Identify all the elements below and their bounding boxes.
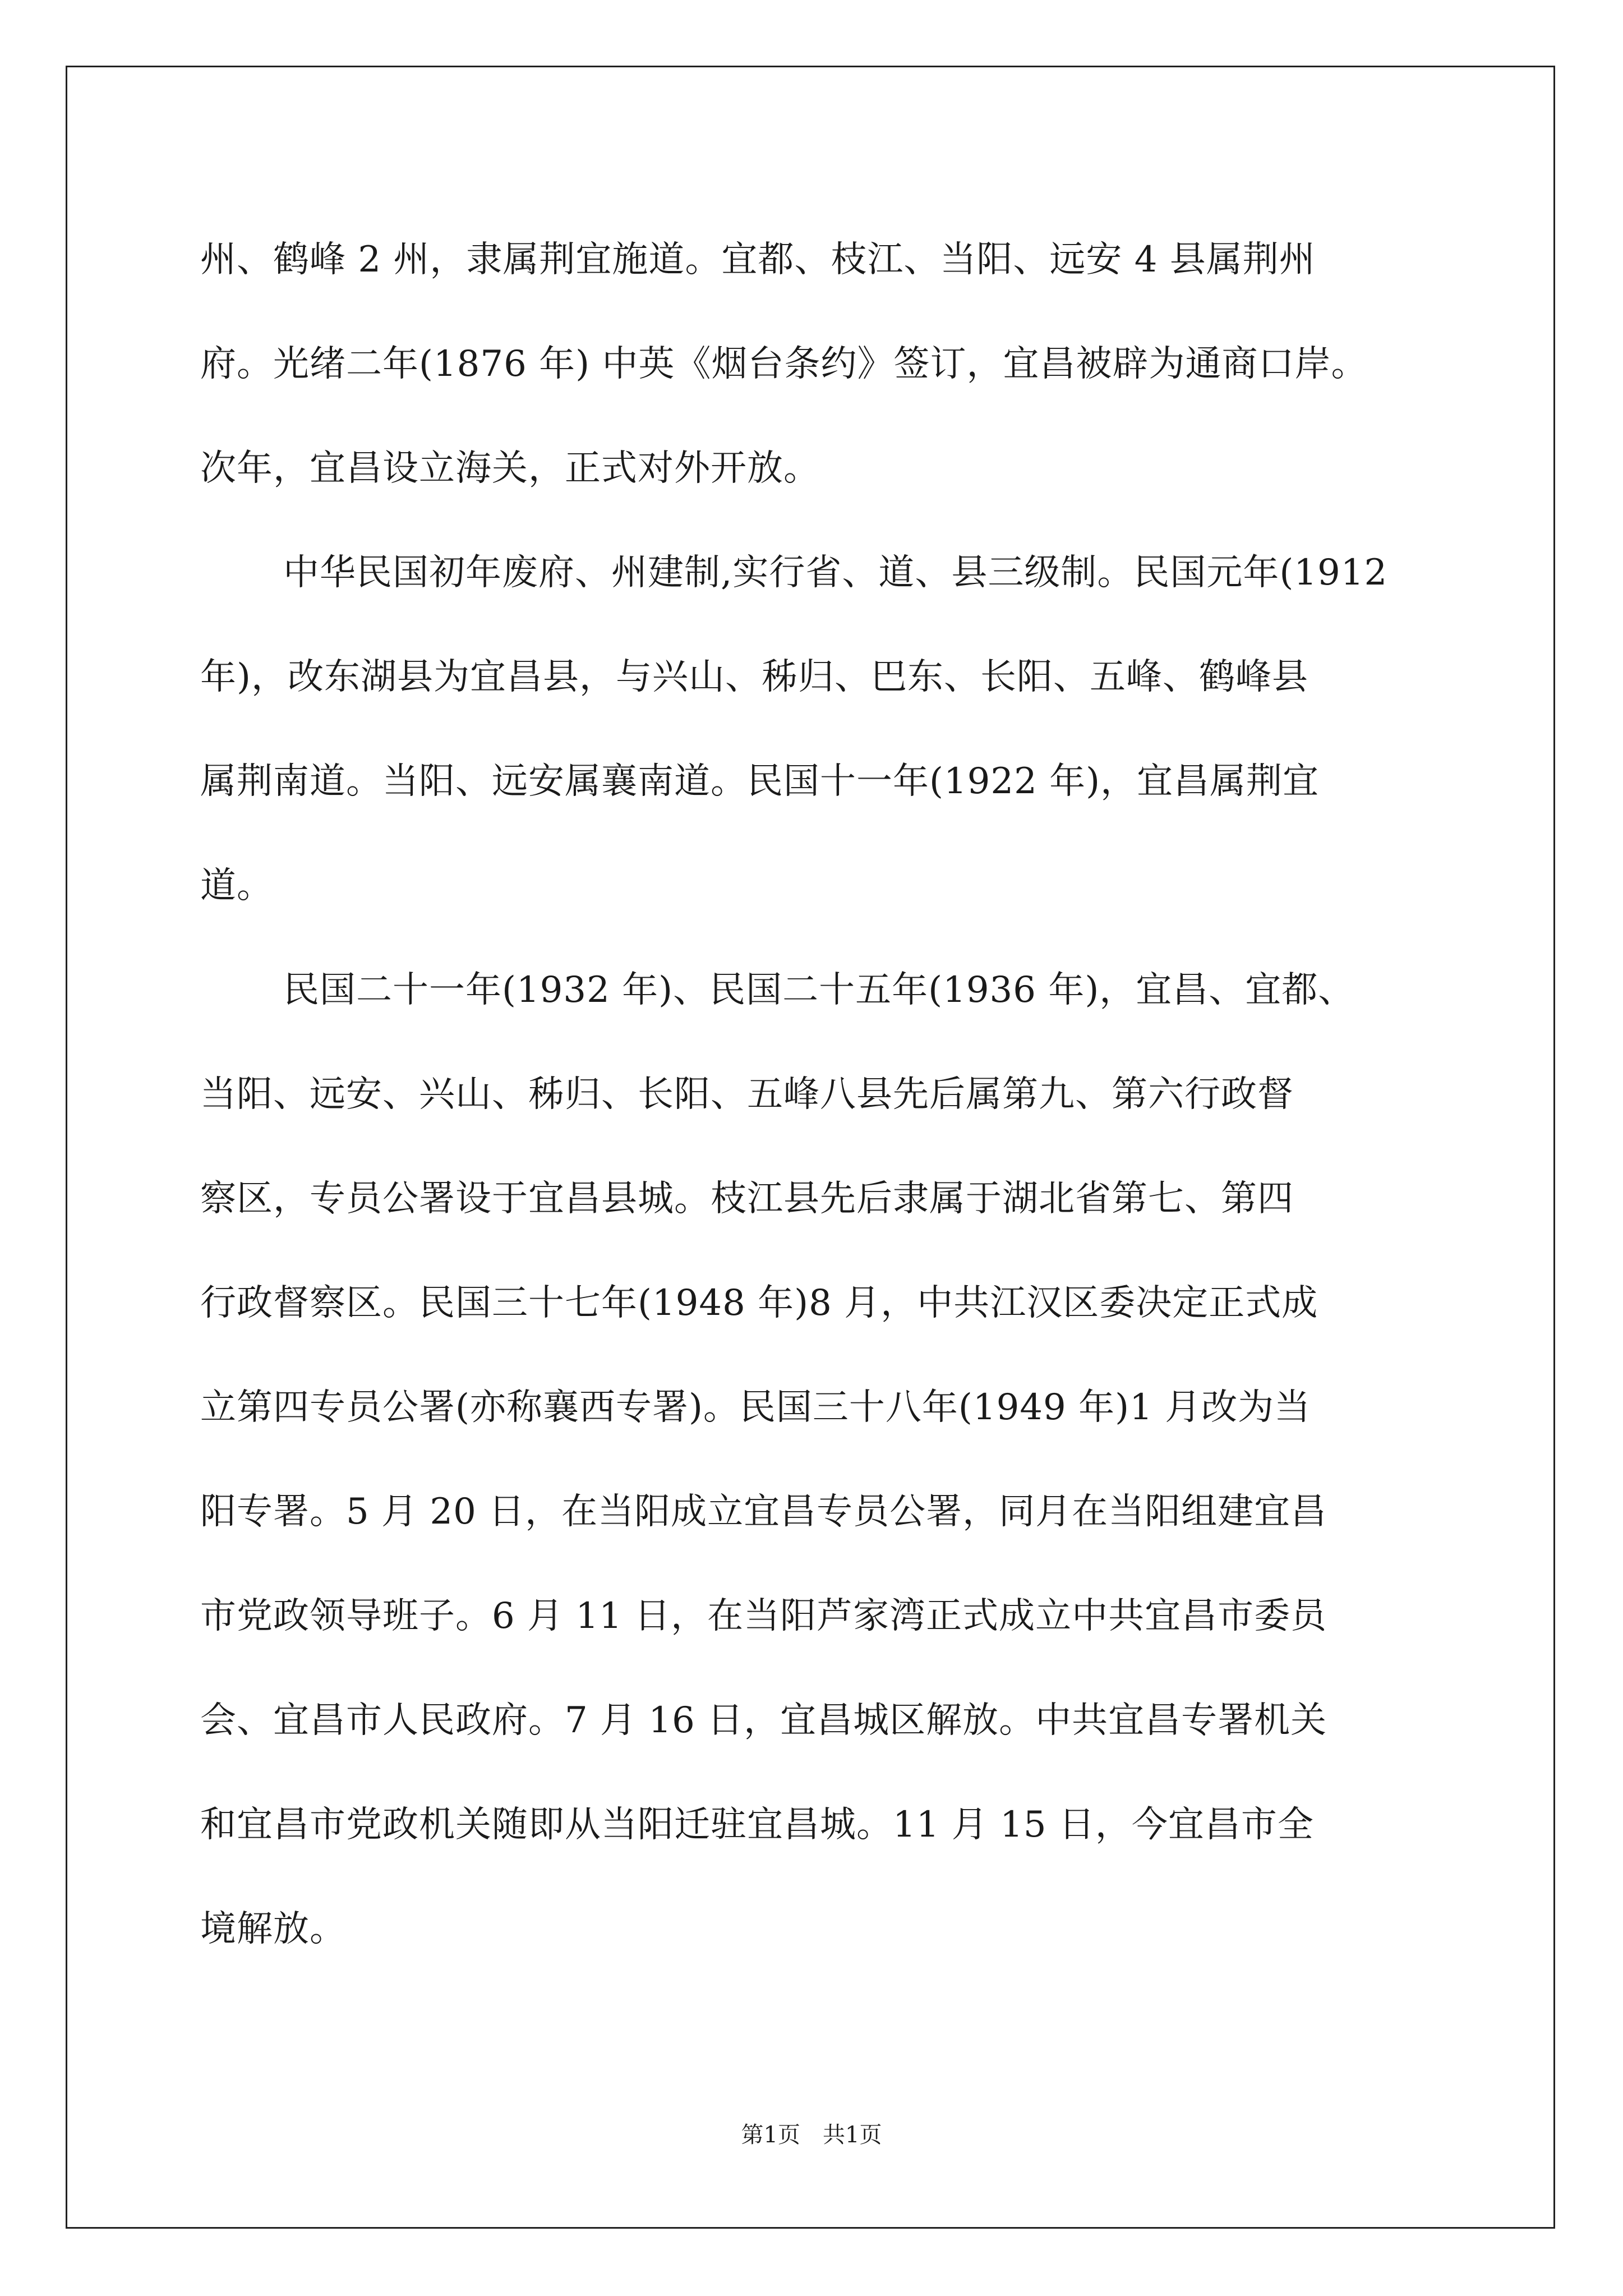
text-line: 和宜昌市党政机关随即从当阳迁驻宜昌城。11 月 15 日，今宜昌市全	[200, 1804, 1314, 1846]
document-body	[200, 208, 1456, 1981]
text-line: 会、宜昌市人民政府。7 月 16 日，宜昌城区解放。中共宜昌专署机关	[200, 1700, 1327, 1741]
text-line: 市党政领导班子。6 月 11 日，在当阳芦家湾正式成立中共宜昌市委员	[200, 1595, 1327, 1637]
text-line: 年)，改东湖县为宜昌县，与兴山、秭归、巴东、长阳、五峰、鹤峰县	[200, 656, 1308, 698]
text-line: 次年，宜昌设立海关，正式对外开放。	[200, 448, 820, 489]
text-line: 察区，专员公署设于宜昌县城。枝江县先后隶属于湖北省第七、第四	[200, 1178, 1294, 1220]
text-line: 道。	[200, 865, 273, 907]
text-line: 当阳、远安、兴山、秭归、长阳、五峰八县先后属第九、第六行政督	[200, 1074, 1294, 1115]
text-line: 中华民国初年废府、州建制,实行省、道、县三级制。民国元年(1912	[283, 552, 1388, 593]
text-line: 行政督察区。民国三十七年(1948 年)8 月，中共江汉区委决定正式成	[200, 1282, 1318, 1324]
page-number-footer: 第1页 共1页	[741, 2122, 882, 2148]
text-line: 属荆南道。当阳、远安属襄南道。民国十一年(1922 年)，宜昌属荆宜	[200, 761, 1320, 802]
text-line: 立第四专员公署(亦称襄西专署)。民国三十八年(1949 年)1 月改为当	[200, 1387, 1311, 1428]
text-line: 府。光绪二年(1876 年) 中英《烟台条约》签订，宜昌被辟为通商口岸。	[200, 343, 1368, 385]
text-line: 阳专署。5 月 20 日，在当阳成立宜昌专员公署，同月在当阳组建宜昌	[200, 1491, 1327, 1533]
text-line: 民国二十一年(1932 年)、民国二十五年(1936 年)，宜昌、宜都、	[283, 969, 1355, 1011]
text-line: 州、鹤峰 2 州，隶属荆宜施道。宜都、枝江、当阳、远安 4 县属荆州	[200, 239, 1316, 280]
text-line: 境解放。	[200, 1908, 346, 1950]
